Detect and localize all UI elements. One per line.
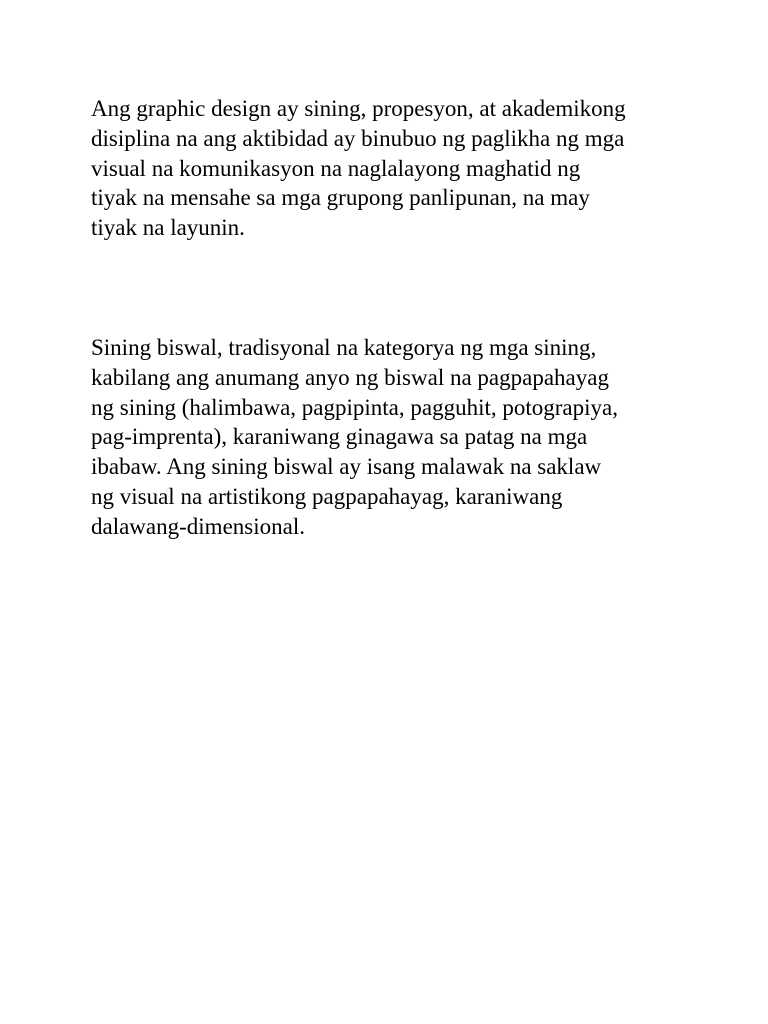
paragraph-line: ng sining (halimbawa, pagpipinta, pagguhit, potograpiya,: [91, 394, 618, 420]
paragraph-line: dalawang-dimensional.: [91, 513, 305, 539]
paragraph-line: disiplina na ang aktibidad ay binubuo ng paglikha ng mga: [91, 125, 625, 151]
paragraph-line: ng visual na artistikong pagpapahayag, karaniwang: [91, 483, 563, 509]
paragraph-line: Ang graphic design ay sining, propesyon, at akademikong: [91, 96, 626, 121]
paragraph-line: visual na komunikasyon na naglalayong maghatid ng: [91, 155, 581, 181]
paragraph-line: tiyak na mensahe sa mga grupong panlipunan, na may: [91, 185, 590, 211]
paragraph-graphic-design: [91, 94, 626, 243]
paragraph-line: kabilang ang anumang anyo ng biswal na pagpapahayag: [91, 364, 609, 390]
paragraph-line: Sining biswal, tradisyonal na kategorya ng mga sining,: [91, 335, 597, 360]
paragraph-line: tiyak na layunin.: [91, 215, 245, 241]
paragraph-line: pag-imprenta), karaniwang ginagawa sa patag na mga: [91, 424, 588, 450]
paragraph-sining-biswal: [91, 333, 618, 542]
paragraph-line: ibabaw. Ang sining biswal ay isang malawak na saklaw: [91, 454, 602, 480]
